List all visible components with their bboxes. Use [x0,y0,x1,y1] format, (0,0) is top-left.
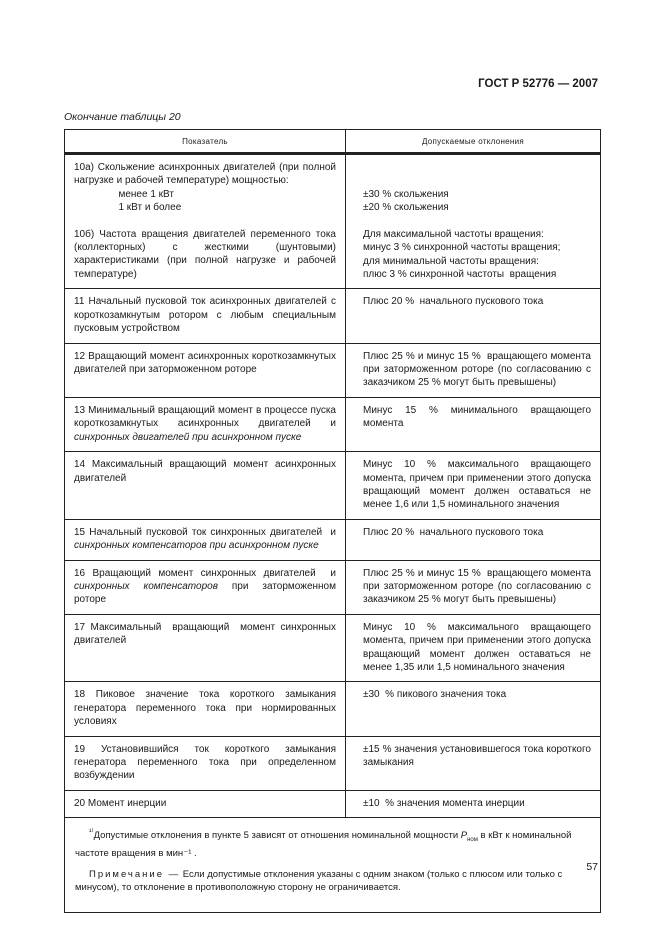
row-11-indicator: 11 Начальный пусковой ток асинхронных двигателей с короткозамкнутым ротором с любым специальным пусковым устройством [65,289,346,342]
footnote-text-a: Допустимые отклонения в пункте 5 зависят от отношения номинальной мощности [93,830,461,842]
row-18-tolerance: ±30 % пикового значения тока [363,689,507,701]
row-12-indicator: 12 Вращающий момент асинхронных короткозамкнутых двигателей при заторможенном роторе [65,344,346,397]
row-15-indicator [65,520,346,560]
row-12-tolerance: Плюс 25 % и минус 15 % вращающего момента при заторможенном роторе (по согласованию с заказчиком 25 % могут быть превышены) [363,350,594,389]
table-header [65,130,600,153]
footnote-mark: ¹⁾ [89,827,94,837]
footnote-text-c: . [191,848,197,860]
tolerance-table [64,129,601,913]
row-13-indicator-text: 13 Минимальный вращающий момент в процессе пуска короткозамкнутых асинхронных двигателей и [74,404,339,430]
row-10b-indicator: 10б) Частота вращения двигателей переменного тока (коллекторных) с жесткими (шунтовыми) характеристиками (при полной нагрузке и рабочей температуре) [74,228,339,280]
tolerance-cell [346,155,600,288]
row-13-indicator-italic: синхронных двигателей при асинхронном пуске [74,431,302,443]
table-row [65,790,600,817]
row-10b-tolerance: Для максимальной частоты вращения: минус 3 % синхронной частоты вращения; для минимальной частоты вращения: плюс 3 % синхронной частоты вращения [363,228,561,281]
indicator-cell [65,155,346,288]
table-row [65,614,600,682]
row-15-indicator-italic: синхронных компенсаторов при асинхронном пуске [74,540,319,552]
table-row [65,560,600,614]
row-15-tolerance: Плюс 20 % начального пускового тока [363,526,544,538]
note-label: Примечание — [89,869,181,881]
row-11-tolerance: Плюс 20 % начального пускового тока [363,296,544,308]
row-10a-indicator: 10а) Скольжение асинхронных двигателей (при полной нагрузке и рабочей температуре) мощностью: менее 1 кВт 1 кВт и более [74,162,336,214]
power-subscript: ном [467,837,478,844]
table-notes [65,818,600,912]
column-header-indicator: Показатель [65,130,346,152]
row-19-tolerance: ±15 % значения установившегося тока короткого замыкания [363,743,594,768]
standard-designation: ГОСТ Р 52776 — 2007 [478,78,598,90]
power-symbol: P [460,830,468,842]
column-header-tolerance: Допускаемые отклонения [421,136,525,146]
row-18-indicator: 18 Пиковое значение тока короткого замыкания генератора переменного тока при нормированных условиях [65,682,346,735]
row-10a-tolerance: ±30 % скольжения ±20 % скольжения [363,189,449,214]
row-20-indicator: 20 Момент инерции [65,791,346,817]
note-text: Если допустимые отклонения указаны с одним знаком (только с плюсом или только с минусом), то отклонение в противоположную сторону не ограничивается. [75,869,563,894]
footnote [75,825,590,860]
row-13-indicator [65,398,346,451]
row-16-indicator-tail: при заторможенном роторе [74,580,339,606]
table-row [65,153,600,288]
table-row [65,519,600,560]
table-row [65,451,600,519]
row-13-tolerance: Минус 15 % минимального вращающего момента [363,404,594,430]
row-19-indicator: 19 Установившийся ток короткого замыкания генератора переменного тока при определенном возбуждении [65,737,346,790]
row-20-tolerance: ±10 % значения момента инерции [363,797,525,809]
row-17-tolerance: Минус 10 % максимального вращающего момента, причем при применении этого допуска вращающий момент должен оставаться не менее 1,35 или 1,5 номинального значения [363,621,594,673]
row-16-tolerance: Плюс 25 % и минус 15 % вращающего момента при заторможенном роторе (по согласованию с заказчиком 25 % могут быть превышены) [363,567,594,606]
table-row [65,288,600,342]
page-number: 57 [586,861,598,873]
row-17-indicator: 17 Максимальный вращающий момент синхронных двигателей [65,615,346,682]
row-16-indicator-italic: синхронных компенсаторов [74,580,218,592]
table-body [65,153,600,818]
table-row [65,397,600,451]
table-row [65,681,600,735]
table-row [65,343,600,397]
row-14-tolerance: Минус 10 % максимального вращающего момента, причем при применении этого допуска вращающий момент должен оставаться не менее 1,6 или 1,5 номинального значения [363,459,594,511]
table-row [65,736,600,790]
note [75,868,590,894]
row-16-indicator [65,561,346,614]
row-14-indicator: 14 Максимальный вращающий момент асинхронных двигателей [65,452,346,519]
row-15-indicator-text: 15 Начальный пусковой ток синхронных двигателей и [74,526,339,538]
row-16-indicator-text: 16 Вращающий момент синхронных двигателей и [74,567,339,579]
footnote-exponent: ⁻¹ [183,848,192,860]
footnote-text-b: в кВт к номинальной частоте вращения в мин [75,830,572,860]
table-caption: Окончание таблицы 20 [64,111,181,123]
